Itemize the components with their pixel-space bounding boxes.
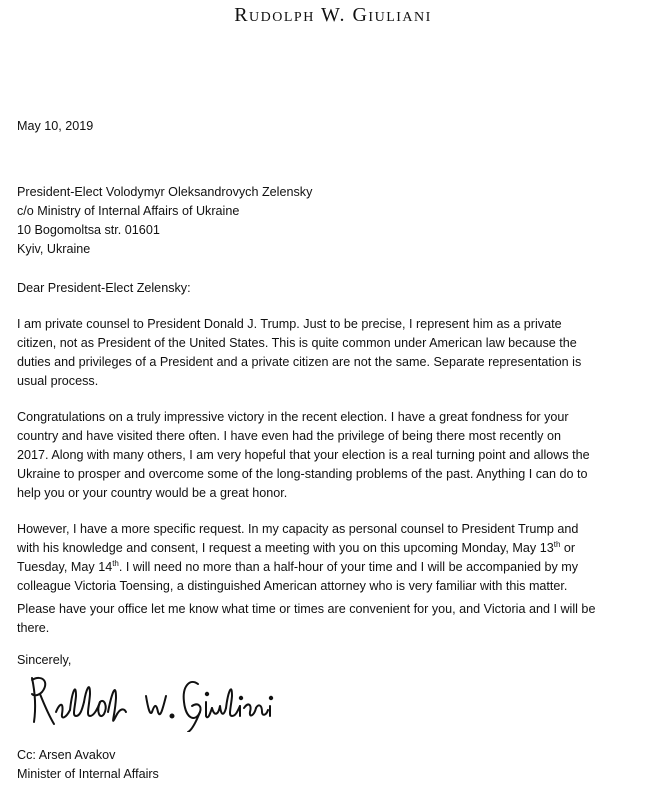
paragraph-line: I am private counsel to President Donald J. Trump. Just to be precise, I represent him as a private — [17, 317, 562, 331]
paragraph-line — [17, 558, 657, 577]
paragraph-line: duties and privileges of a President and a private citizen are not the same. Separate representation is — [17, 355, 582, 369]
paragraph-line: country and have visited there often. I have even had the privilege of being there most recently on — [17, 429, 561, 443]
paragraph-text: Tuesday, May 14 — [17, 560, 113, 574]
paragraph-line — [17, 539, 657, 558]
cc-block — [17, 746, 159, 784]
recipient-line: c/o Ministry of Internal Affairs of Ukraine — [17, 204, 240, 218]
paragraph-line: Congratulations on a truly impressive victory in the recent election. I have a great fondness for your — [17, 410, 569, 424]
paragraph-text: . I will need no more than a half-hour of your time and I will be accompanied by my — [118, 560, 579, 574]
paragraph-line: Ukraine to prosper and overcome some of the long-standing problems of the past. Anything I can do to — [17, 467, 588, 481]
paragraph-line: 2017. Along with many others, I am very hopeful that your election is a real turning point and allows the — [17, 448, 590, 462]
cc-recipient: Cc: Arsen Avakov — [17, 748, 116, 762]
paragraph-3 — [17, 520, 657, 596]
paragraph-1 — [17, 315, 657, 391]
paragraph-text: or — [560, 541, 576, 555]
handwritten-signature — [20, 672, 280, 738]
recipient-line: President-Elect Volodymyr Oleksandrovych Zelensky — [17, 185, 313, 199]
paragraph-4 — [17, 600, 657, 638]
paragraph-text: with his knowledge and consent, I request a meeting with you on this upcoming Monday, May 13 — [17, 541, 554, 555]
letter-date: May 10, 2019 — [17, 119, 94, 133]
letterhead: Rudolph W. Giuliani — [234, 4, 432, 26]
paragraph-line: citizen, not as President of the United States. This is quite common under American law because the — [17, 336, 577, 350]
closing: Sincerely, — [17, 653, 72, 667]
salutation: Dear President-Elect Zelensky: — [17, 281, 191, 295]
paragraph-line: colleague Victoria Toensing, a distinguished American attorney who is very familiar with this matter. — [17, 579, 568, 593]
paragraph-line: there. — [17, 621, 50, 635]
ordinal-suffix: th — [553, 539, 561, 549]
paragraph-line: usual process. — [17, 374, 99, 388]
recipient-line: 10 Bogomoltsa str. 01601 — [17, 223, 160, 237]
paragraph-2 — [17, 408, 657, 503]
ordinal-suffix: th — [112, 558, 119, 568]
paragraph-line: help you or your country would be a great honor. — [17, 486, 288, 500]
recipient-address — [17, 183, 312, 259]
signature-graphic — [20, 672, 280, 732]
paragraph-line: Please have your office let me know what time or times are convenient for you, and Victoria and I will be — [17, 602, 596, 616]
recipient-line: Kyiv, Ukraine — [17, 242, 91, 256]
paragraph-line: However, I have a more specific request. In my capacity as personal counsel to President Trump and — [17, 522, 579, 536]
cc-title: Minister of Internal Affairs — [17, 767, 159, 781]
